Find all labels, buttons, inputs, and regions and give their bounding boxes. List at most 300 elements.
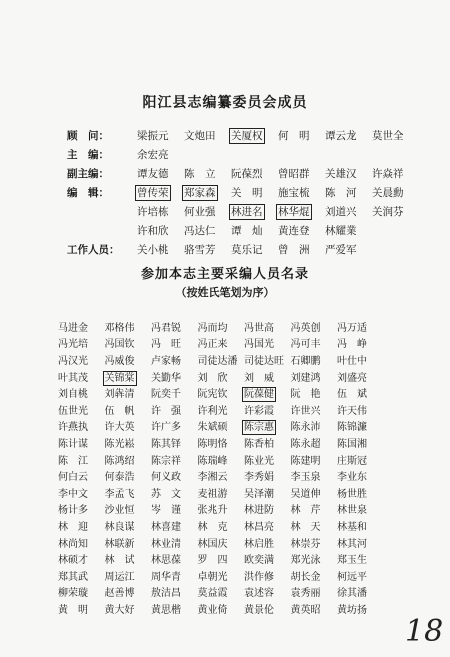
staff-name-text: 李中文 — [58, 488, 88, 500]
staff-name-text: 吴泽潮 — [244, 488, 274, 500]
staff-row — [58, 401, 428, 418]
staff-name — [337, 418, 384, 433]
staff-name-text: 郑其武 — [58, 571, 88, 583]
staff-name-text: 欧奕满 — [244, 555, 274, 567]
staff-name-text: 林硕才 — [58, 555, 88, 567]
staff-name — [244, 485, 291, 500]
member-name — [325, 242, 372, 257]
staff-name-text: 陈其铎 — [151, 438, 181, 450]
staff-name — [58, 535, 105, 550]
staff-name — [151, 584, 198, 599]
member-name — [184, 128, 231, 143]
staff-name-text: 敖洁昌 — [151, 588, 181, 600]
staff-name-text: 朱斌硕 — [197, 422, 228, 434]
staff-name-text: 陈建明 — [290, 455, 321, 467]
staff-name — [105, 435, 152, 450]
staff-name — [105, 319, 152, 334]
staff-name-text: 冯光培 — [58, 339, 88, 351]
boxed-member-name: 关厦权 — [231, 130, 263, 142]
staff-name — [291, 335, 338, 350]
member-name-text: 曾 洲 — [278, 244, 310, 256]
staff-name — [105, 418, 152, 433]
staff-name-text: 林启胜 — [244, 538, 274, 550]
staff-name-text: 洪作修 — [244, 571, 274, 583]
staff-name — [151, 452, 198, 467]
staff-name-text: 林 芹 — [290, 505, 321, 517]
staff-name-text: 黄思楷 — [151, 604, 181, 616]
staff-name-text: 刘盛亮 — [337, 372, 367, 384]
staff-name — [244, 535, 291, 550]
member-name — [184, 223, 231, 238]
staff-name-text: 何白云 — [58, 472, 88, 484]
member-name — [325, 166, 372, 181]
staff-name-text: 庄斯冠 — [337, 455, 367, 467]
staff-name — [105, 452, 152, 467]
staff-name — [244, 568, 291, 583]
staff-name-text: 陈业光 — [244, 455, 274, 467]
staff-name-text: 林其河 — [337, 538, 367, 550]
member-name-text: 谭 灿 — [231, 225, 263, 237]
staff-name — [151, 468, 198, 483]
committee-members — [67, 126, 427, 259]
staff-name — [151, 518, 198, 533]
staff-name-text: 冯万适 — [337, 322, 367, 334]
staff-name-text: 许大英 — [104, 422, 135, 434]
staff-name-text: 徐其潘 — [337, 588, 367, 600]
staff-name-text: 叶仕中 — [337, 355, 367, 367]
staff-name-text: 袁述容 — [244, 588, 274, 600]
staff-name — [105, 485, 152, 500]
handwritten-page-number: 18 — [405, 614, 444, 649]
staff-name — [291, 535, 338, 550]
staff-name-text: 刘自桃 — [58, 389, 88, 401]
staff-name-text: 林业清 — [151, 538, 181, 550]
staff-name — [105, 568, 152, 583]
member-name — [372, 166, 419, 181]
staff-name-text: 黄英昭 — [290, 604, 321, 616]
member-name-text: 严爱军 — [325, 244, 357, 256]
member-name-text: 陈 河 — [325, 187, 357, 199]
staff-name — [151, 335, 198, 350]
staff-name — [291, 551, 338, 566]
staff-name-text: 李业东 — [337, 472, 367, 484]
staff-name-text: 冯世高 — [244, 322, 274, 334]
staff-name — [58, 485, 105, 500]
member-name-text: 关小桃 — [137, 244, 169, 256]
staff-name-text: 何义政 — [151, 472, 181, 484]
staff-name-text: 黄大好 — [104, 604, 135, 616]
staff-name-text: 林国庆 — [197, 538, 228, 550]
member-name — [137, 185, 184, 200]
staff-name-text: 吴道伸 — [290, 488, 321, 500]
staff-name — [198, 319, 245, 334]
staff-name-text: 冯 旺 — [151, 339, 181, 351]
staff-name — [291, 452, 338, 467]
staff-name — [105, 468, 152, 483]
staff-name-text: 黄业倚 — [197, 604, 228, 616]
member-name-text: 林耀業 — [325, 225, 357, 237]
staff-name-text: 邓格伟 — [104, 322, 135, 334]
staff-name — [151, 601, 198, 616]
staff-name-text: 郑玉生 — [337, 555, 367, 567]
staff-name — [58, 402, 105, 417]
staff-row — [58, 418, 428, 435]
staff-name — [58, 352, 105, 367]
staff-name — [58, 584, 105, 599]
staff-name-text: 何泰浩 — [104, 472, 135, 484]
staff-name-text: 林喜建 — [151, 521, 181, 533]
staff-name — [58, 468, 105, 483]
member-name-text: 余宏亮 — [137, 149, 169, 161]
member-name-text: 黄连登 — [278, 225, 310, 237]
staff-name-text: 林 天 — [290, 521, 321, 533]
staff-name-text: 陈锦濂 — [337, 422, 367, 434]
staff-name — [337, 601, 384, 616]
staff-name-text: 林世泉 — [337, 505, 367, 517]
staff-row — [58, 600, 428, 617]
member-name-text: 曾昭群 — [278, 168, 310, 180]
member-name — [137, 147, 184, 162]
member-name-text: 莫世全 — [372, 130, 404, 142]
member-name-text: 谭云龙 — [325, 130, 357, 142]
staff-name — [105, 551, 152, 566]
staff-name — [105, 535, 152, 550]
staff-name — [198, 352, 245, 367]
staff-name — [291, 485, 338, 500]
boxed-member-name: 郑家森 — [184, 187, 216, 199]
staff-row — [58, 567, 428, 584]
staff-name-text: 冯英创 — [290, 322, 321, 334]
staff-row — [58, 351, 428, 368]
staff-name-text: 林 克 — [197, 521, 228, 533]
member-name — [137, 242, 184, 257]
staff-name-text: 李湘云 — [197, 472, 228, 484]
staff-row — [58, 501, 428, 518]
member-name — [231, 204, 278, 219]
staff-name — [105, 584, 152, 599]
staff-name — [58, 385, 105, 400]
ordering-note: （按姓氏笔划为序） — [175, 286, 275, 299]
member-row — [67, 183, 427, 202]
staff-name-text: 林基和 — [337, 521, 367, 533]
staff-name — [244, 369, 291, 384]
staff-name-text: 李秀娟 — [244, 472, 274, 484]
staff-name — [337, 369, 384, 384]
staff-name — [337, 335, 384, 350]
staff-name — [58, 369, 105, 384]
staff-name — [337, 435, 384, 450]
staff-name-text: 许广多 — [151, 422, 181, 434]
staff-name-text: 许世兴 — [290, 405, 321, 417]
staff-name-text: 冯君锐 — [151, 322, 181, 334]
staff-name-text: 林昌亮 — [244, 521, 274, 533]
staff-name-text: 陈永沛 — [290, 422, 321, 434]
member-role: 副主编： — [67, 168, 109, 180]
staff-name-text: 周华青 — [151, 571, 181, 583]
staff-name — [291, 418, 338, 433]
staff-name — [337, 568, 384, 583]
staff-name — [244, 501, 291, 516]
member-name — [278, 223, 325, 238]
member-name-text: 文炮田 — [184, 130, 216, 142]
member-name — [137, 204, 184, 219]
staff-row — [58, 534, 428, 551]
member-name-text: 关晨勳 — [372, 187, 404, 199]
staff-name — [198, 551, 245, 566]
staff-name — [244, 584, 291, 599]
staff-name — [337, 385, 384, 400]
staff-name-list — [58, 318, 428, 617]
member-role: 顾 问： — [67, 130, 109, 142]
staff-name — [291, 369, 338, 384]
member-name — [231, 223, 278, 238]
staff-name — [151, 568, 198, 583]
staff-name-text: 莫益霞 — [197, 588, 228, 600]
member-name-text: 莫乐记 — [231, 244, 263, 256]
staff-name — [58, 501, 105, 516]
staff-name-text: 许天伟 — [337, 405, 367, 417]
member-name — [137, 223, 184, 238]
staff-name-text: 林崇芬 — [290, 538, 321, 550]
member-name — [137, 166, 184, 181]
staff-name — [337, 452, 384, 467]
staff-name — [291, 385, 338, 400]
staff-name-text: 赵善博 — [104, 588, 135, 600]
staff-name — [244, 468, 291, 483]
staff-name — [105, 402, 152, 417]
staff-name — [151, 485, 198, 500]
staff-name — [198, 485, 245, 500]
staff-name-text: 陈鸿绍 — [104, 455, 135, 467]
member-name — [278, 128, 325, 143]
staff-name — [151, 352, 198, 367]
member-name — [231, 242, 278, 257]
member-name — [325, 185, 372, 200]
staff-row — [58, 484, 428, 501]
staff-name-text: 冯威俊 — [104, 355, 135, 367]
staff-name-text: 许 强 — [151, 405, 181, 417]
staff-name-text: 罗 四 — [197, 555, 228, 567]
member-row — [67, 164, 427, 183]
staff-name-text: 冯正来 — [197, 339, 228, 351]
staff-row — [58, 368, 428, 385]
staff-name-text: 刘 威 — [244, 372, 274, 384]
staff-name — [337, 485, 384, 500]
staff-name — [198, 385, 245, 400]
staff-name — [244, 418, 291, 433]
staff-name-text: 陈宗祥 — [151, 455, 181, 467]
member-row — [67, 240, 427, 259]
staff-name — [198, 568, 245, 583]
staff-name-text: 卢家畅 — [151, 355, 181, 367]
staff-name — [198, 435, 245, 450]
staff-name-text: 林 迎 — [58, 521, 88, 533]
staff-row — [58, 318, 428, 335]
staff-name — [105, 518, 152, 533]
staff-name — [198, 468, 245, 483]
member-name-text: 冯达仁 — [184, 225, 216, 237]
staff-name-text: 陈计谋 — [58, 438, 88, 450]
member-name — [184, 204, 231, 219]
staff-name-text: 沙业恒 — [104, 505, 135, 517]
staff-name-text: 袁秀丽 — [290, 588, 321, 600]
member-name — [278, 242, 325, 257]
staff-name-text: 张兆升 — [197, 505, 228, 517]
staff-name-text: 伍世光 — [58, 405, 88, 417]
staff-name — [244, 335, 291, 350]
staff-name — [151, 385, 198, 400]
boxed-staff-name: 陈宗惠 — [244, 422, 274, 434]
staff-name — [337, 352, 384, 367]
boxed-member-name: 曾传荣 — [137, 187, 169, 199]
staff-row — [58, 451, 428, 468]
staff-name-text: 冯而均 — [197, 322, 228, 334]
staff-name-text: 阮宪钦 — [197, 389, 228, 401]
member-name — [325, 223, 372, 238]
staff-name-text: 伍 斌 — [337, 389, 367, 401]
member-row — [67, 221, 427, 240]
staff-name — [337, 319, 384, 334]
staff-name — [105, 369, 152, 384]
staff-name-text: 司徒达潘 — [197, 355, 238, 367]
member-role: 编 辑： — [67, 187, 109, 199]
staff-name-text: 柳荣璇 — [58, 588, 88, 600]
staff-name — [58, 551, 105, 566]
member-name-text: 许培栋 — [137, 206, 169, 218]
staff-name — [291, 352, 338, 367]
member-row — [67, 145, 427, 164]
staff-name — [291, 435, 338, 450]
member-name-text: 刘道兴 — [325, 206, 357, 218]
staff-name — [244, 352, 291, 367]
member-role: 工作人员： — [67, 244, 120, 256]
staff-name — [58, 452, 105, 467]
staff-name — [244, 551, 291, 566]
member-name-text: 何业强 — [184, 206, 216, 218]
staff-name-text: 伍 帆 — [104, 405, 135, 417]
staff-name — [151, 501, 198, 516]
member-name — [325, 204, 372, 219]
staff-name — [198, 452, 245, 467]
staff-name-text: 阮奕千 — [151, 389, 181, 401]
staff-name-text: 司徒达旺 — [244, 355, 284, 367]
staff-name — [58, 335, 105, 350]
staff-name — [337, 402, 384, 417]
member-row — [67, 126, 427, 145]
member-name — [184, 242, 231, 257]
staff-name-text: 林思葆 — [151, 555, 181, 567]
boxed-member-name: 林进名 — [231, 206, 263, 218]
staff-name — [198, 501, 245, 516]
staff-name — [58, 435, 105, 450]
staff-name — [198, 369, 245, 384]
staff-name-text: 阮 艳 — [290, 389, 321, 401]
member-name-text: 骆雪芳 — [184, 244, 216, 256]
committee-title: 阳江县志编纂委员会成员 — [142, 95, 308, 111]
staff-name — [291, 501, 338, 516]
staff-name — [151, 535, 198, 550]
staff-name — [198, 584, 245, 599]
staff-name — [337, 551, 384, 566]
staff-name — [58, 319, 105, 334]
member-name — [278, 166, 325, 181]
staff-name — [151, 418, 198, 433]
staff-name — [244, 601, 291, 616]
staff-list-title: 参加本志主要采编人员名录 — [140, 267, 309, 282]
staff-row — [58, 335, 428, 352]
staff-row — [58, 517, 428, 534]
staff-name-text: 陈永超 — [290, 438, 321, 450]
member-name — [372, 204, 419, 219]
staff-name-text: 马进金 — [58, 322, 88, 334]
member-name-text: 梁振元 — [137, 130, 169, 142]
staff-name — [244, 435, 291, 450]
staff-name-text: 林进防 — [244, 505, 274, 517]
member-name — [278, 185, 325, 200]
staff-name-text: 许利光 — [197, 405, 228, 417]
staff-name — [244, 452, 291, 467]
staff-row — [58, 384, 428, 401]
staff-name-text: 黄景伦 — [244, 604, 274, 616]
staff-name — [151, 402, 198, 417]
staff-name — [105, 352, 152, 367]
staff-name — [198, 518, 245, 533]
staff-row — [58, 434, 428, 451]
staff-name-text: 叶其茂 — [58, 372, 88, 384]
staff-name — [58, 518, 105, 533]
staff-name — [198, 601, 245, 616]
staff-name — [337, 468, 384, 483]
staff-name-text: 陈 江 — [58, 455, 88, 467]
staff-name-text: 冯可丰 — [290, 339, 321, 351]
staff-name — [244, 518, 291, 533]
staff-name — [291, 584, 338, 599]
member-name-text: 关雄汉 — [325, 168, 357, 180]
staff-name-text: 陈国湘 — [337, 438, 367, 450]
staff-name-text: 刘建鸿 — [290, 372, 321, 384]
member-row — [67, 202, 427, 221]
staff-name — [291, 402, 338, 417]
staff-name-text: 杨世胜 — [337, 488, 367, 500]
staff-name — [58, 418, 105, 433]
staff-name-text: 冯国钦 — [104, 339, 135, 351]
member-name-text: 何 明 — [278, 130, 310, 142]
staff-name-text: 卓朝光 — [197, 571, 228, 583]
staff-name-text: 冯 峥 — [337, 339, 367, 351]
member-name — [325, 128, 372, 143]
member-name — [137, 128, 184, 143]
staff-name-text: 林良谋 — [104, 521, 135, 533]
staff-name-text: 黄 明 — [58, 604, 88, 616]
member-name — [278, 204, 325, 219]
staff-name — [151, 319, 198, 334]
staff-name-text: 岑 谨 — [151, 505, 181, 517]
member-name — [231, 166, 278, 181]
staff-row — [58, 584, 428, 601]
member-name — [231, 128, 278, 143]
staff-name-text: 冯国光 — [244, 339, 274, 351]
staff-name — [291, 518, 338, 533]
member-name-text: 许焱祥 — [372, 168, 404, 180]
staff-name-text: 林联新 — [104, 538, 135, 550]
boxed-staff-name: 关锦棠 — [104, 372, 135, 384]
member-name-text: 关润芬 — [372, 206, 404, 218]
member-name-text: 阮葆烈 — [231, 168, 263, 180]
staff-name-text: 麦祖游 — [197, 488, 228, 500]
staff-name-text: 许彩霞 — [244, 405, 274, 417]
staff-name-text: 石卿鹏 — [290, 355, 321, 367]
staff-name — [105, 335, 152, 350]
